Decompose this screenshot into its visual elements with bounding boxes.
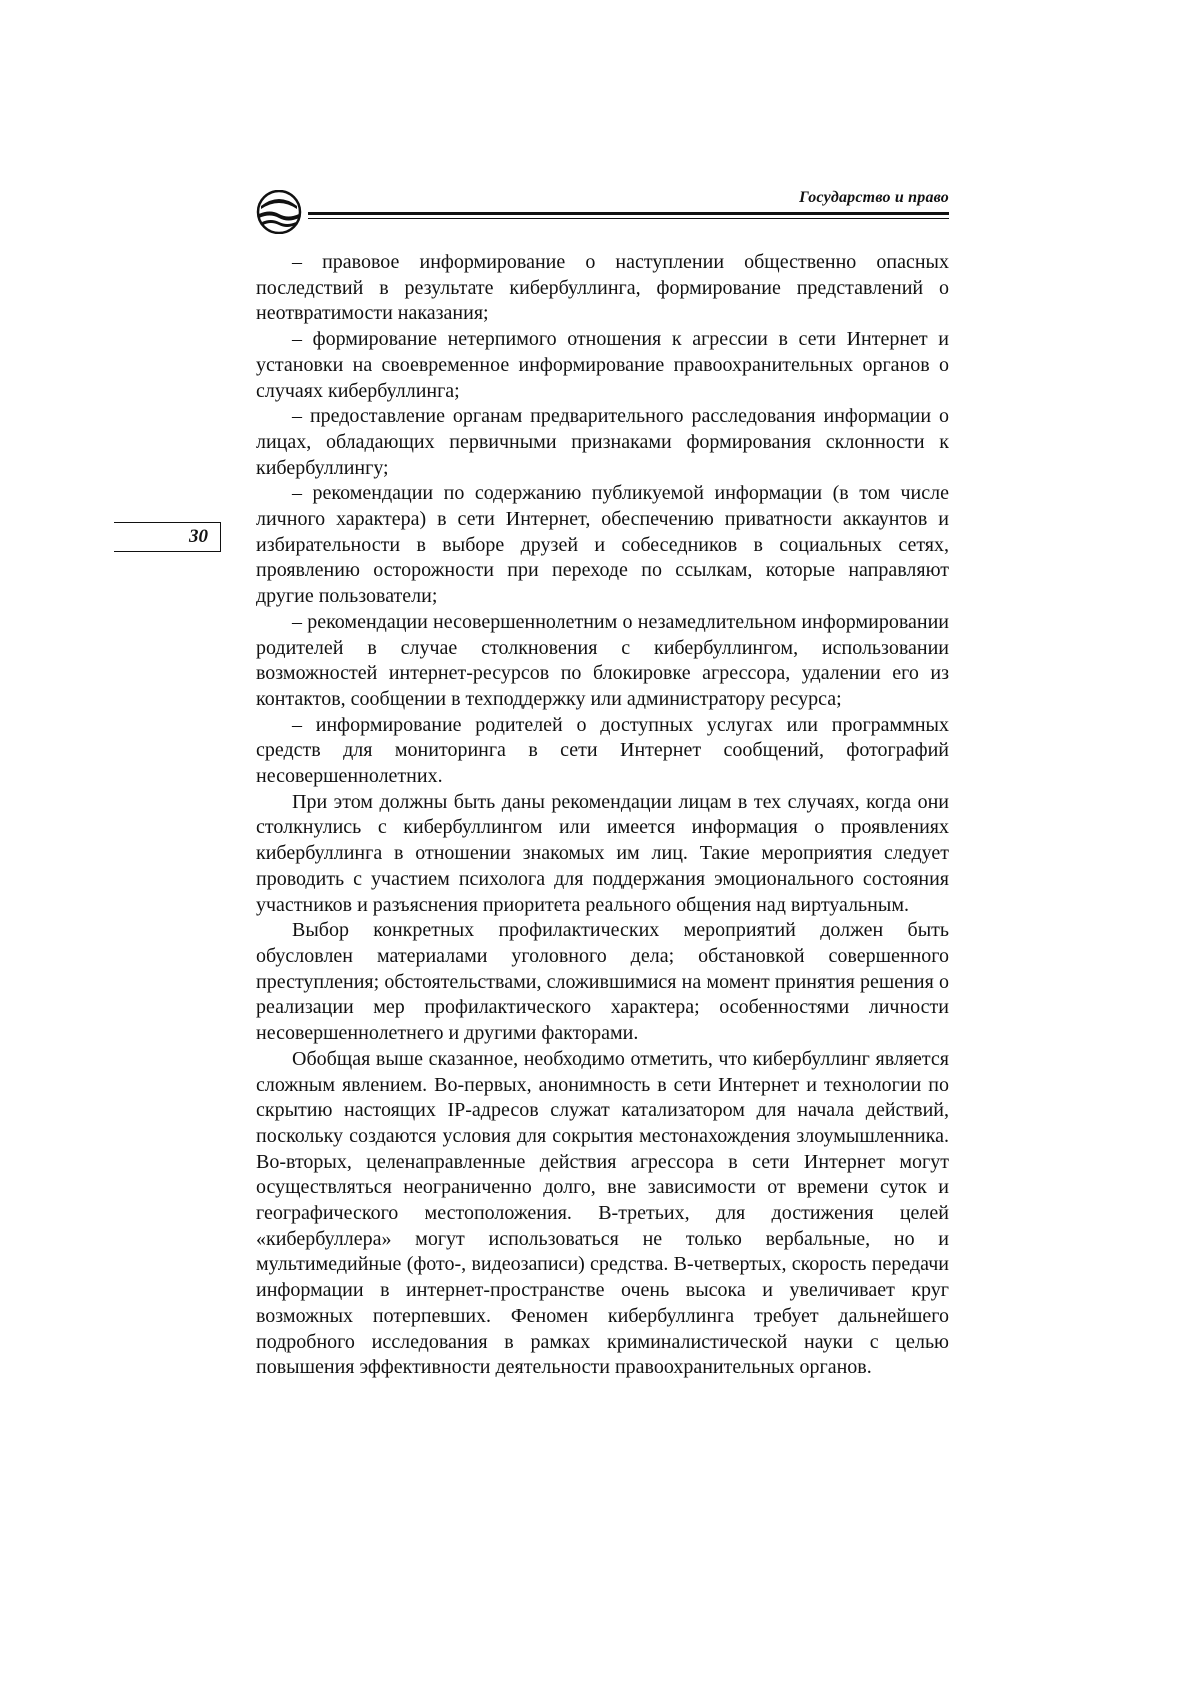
paragraph: – предоставление органам предварительного расследования информации о лицах, обладающих первичными признаками формирования склонности к кибербуллингу; <box>256 405 949 479</box>
page-number-box <box>114 522 221 552</box>
paragraph: – рекомендации несовершеннолетним о незамедлительном информировании родителей в случае столкновения с кибербуллингом, использовании возможностей интернет-ресурсов по блокировке агрессора, удалении его из контактов, сообщении в техподдержку или администратору ресурса; <box>256 610 949 710</box>
header-rule-thick <box>308 212 949 215</box>
paragraph: – рекомендации по содержанию публикуемой информации (в том числе личного характера) в сети Интернет, обеспечению приватности аккаунтов и избирательности в выборе друзей и собеседников в социальных сетях, проявлению осторожности при переходе по ссылкам, которые направляют другие пользователи; <box>256 482 949 608</box>
page-number: 30 <box>189 526 208 547</box>
paragraph: – информирование родителей о доступных услугах или программных средств для мониторинга в сети Интернет сообщений, фотографий несовершеннолетних. <box>256 713 949 788</box>
running-title: Государство и право <box>799 189 949 206</box>
journal-logo-icon <box>256 190 302 234</box>
paragraph: Выбор конкретных профилактических мероприятий должен быть обусловлен материалами уголовного дела; обстановкой совершенного преступления; обстоятельствами, сложившимися на момент принятия решения о реализации мер профилактического характера; особенностями личности несовершеннолетнего и другими факторами. <box>256 919 949 1045</box>
body-text <box>256 250 949 1381</box>
header-rule-thin <box>308 218 949 219</box>
paragraph: Обобщая выше сказанное, необходимо отметить, что кибербуллинг является сложным явлением. Во-первых, анонимность в сети Интернет и технологии по скрытию настоящих IP-адресов служат катализатором для начала действий, поскольку создаются условия для сокрытия местонахождения злоумышленника. Во-вторых, целенаправленные действия агрессора в сети Интернет могут осуществляться неограниченно долго, вне зависимости от времени суток и географического местоположения. В-третьих, для достижения целей «кибербуллера» могут использоваться не только вербальные, но и мультимедийные (фото-, видеозаписи) средства. В-четвертых, скорость передачи информации в интернет-пространстве очень высока и увеличивает круг возможных потерпевших. Феномен кибербуллинга требует дальнейшего подробного исследования в рамках криминалистической науки с целью повышения эффективности деятельности правоохранительных органов. <box>256 1047 949 1379</box>
paragraph: – формирование нетерпимого отношения к агрессии в сети Интернет и установки на своевременное информирование правоохранительных органов о случаях кибербуллинга; <box>256 328 949 402</box>
paragraph: При этом должны быть даны рекомендации лицам в тех случаях, когда они столкнулись с кибербуллингом или имеется информация о проявлениях кибербуллинга в отношении знакомых им лиц. Такие мероприятия следует проводить с участием психолога для поддержания эмоционального состояния участников и разъяснения приоритета реального общения над виртуальным. <box>256 790 949 916</box>
page-header <box>256 188 949 238</box>
paragraph: – правовое информирование о наступлении общественно опасных последствий в результате кибербуллинга, формирование представлений о неотвратимости наказания; <box>256 251 949 325</box>
